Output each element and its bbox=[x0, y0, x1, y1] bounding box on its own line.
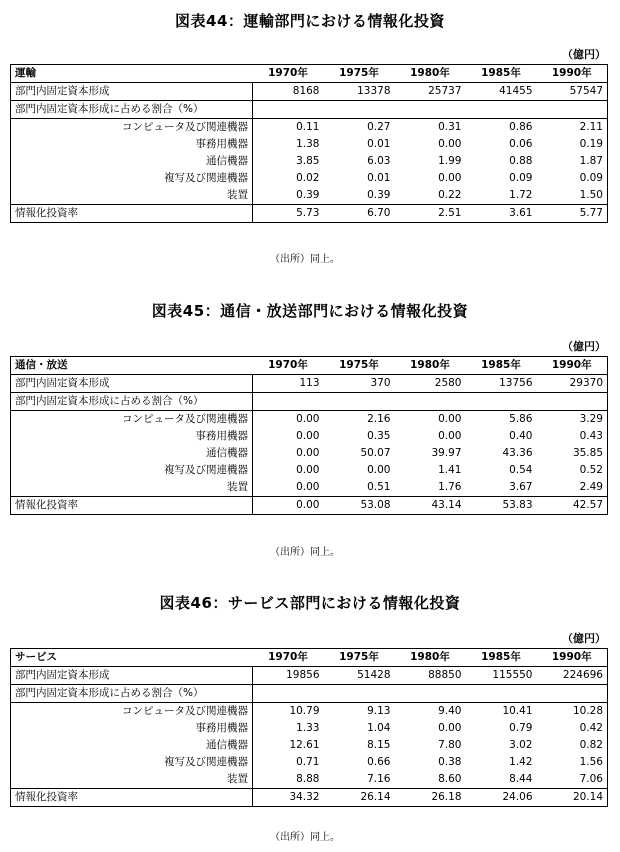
cell: 0.00 bbox=[438, 430, 462, 442]
cell: 0.79 bbox=[509, 722, 533, 734]
cell: 1.38 bbox=[296, 138, 320, 150]
gfcf-value: 19856 bbox=[253, 667, 324, 685]
cell: 0.00 bbox=[367, 464, 391, 476]
item-label: コンピュータ及び関連機器 bbox=[11, 119, 253, 137]
cell: 10.79 bbox=[289, 705, 320, 717]
cell: 0.11 bbox=[296, 121, 320, 133]
data-table bbox=[10, 648, 608, 807]
data-table bbox=[10, 356, 608, 515]
rate-row bbox=[11, 497, 608, 515]
item-label: コンピュータ及び関連機器 bbox=[11, 411, 253, 429]
cell: 1.41 bbox=[438, 464, 462, 476]
sector-label: 通信・放送 bbox=[11, 357, 253, 375]
rate-value: 53.08 bbox=[324, 497, 395, 515]
rate-value: 53.83 bbox=[466, 497, 537, 515]
year-header: 1970年 bbox=[253, 357, 324, 375]
gfcf-row bbox=[11, 667, 608, 685]
source-note: （出所）同上。 bbox=[270, 547, 340, 558]
table-row bbox=[11, 771, 608, 789]
year-header: 1985年 bbox=[466, 357, 537, 375]
item-label: 複写及び関連機器 bbox=[11, 170, 253, 187]
item-label: 通信機器 bbox=[11, 445, 253, 462]
cell: 0.43 bbox=[537, 428, 608, 445]
cell: 0.00 bbox=[296, 430, 320, 442]
table-row bbox=[11, 411, 608, 429]
rate-label: 情報化投資率 bbox=[11, 205, 253, 223]
cell: 8.60 bbox=[395, 771, 466, 789]
rate-value: 6.70 bbox=[324, 205, 395, 223]
share-header-row bbox=[11, 101, 608, 119]
cell: 0.39 bbox=[324, 187, 395, 205]
rate-value: 2.51 bbox=[395, 205, 466, 223]
year-header: 1970年 bbox=[253, 65, 324, 83]
cell: 0.09 bbox=[509, 172, 533, 184]
cell: 0.00 bbox=[253, 479, 324, 497]
table-row bbox=[11, 445, 608, 462]
cell: 0.51 bbox=[324, 479, 395, 497]
year-header: 1970年 bbox=[253, 649, 324, 667]
cell: 9.13 bbox=[367, 705, 391, 717]
cell: 7.16 bbox=[324, 771, 395, 789]
rate-value: 3.61 bbox=[466, 205, 537, 223]
cell: 8.44 bbox=[466, 771, 537, 789]
cell: 1.99 bbox=[438, 155, 462, 167]
cell: 10.28 bbox=[537, 703, 608, 721]
cell: 0.71 bbox=[296, 756, 320, 768]
cell: 0.22 bbox=[395, 187, 466, 205]
cell: 5.86 bbox=[509, 413, 533, 425]
unit-label: （億円） bbox=[562, 48, 606, 61]
header-row bbox=[11, 65, 608, 83]
cell: 0.31 bbox=[438, 121, 462, 133]
share-label: 部門内固定資本形成に占める割合（%） bbox=[11, 685, 253, 703]
cell: 0.00 bbox=[438, 413, 462, 425]
table-row bbox=[11, 479, 608, 497]
year-header: 1980年 bbox=[395, 649, 466, 667]
cell: 1.04 bbox=[367, 722, 391, 734]
cell: 0.39 bbox=[253, 187, 324, 205]
source-note: （出所）同上。 bbox=[270, 832, 340, 843]
cell: 0.66 bbox=[367, 756, 391, 768]
cell: 35.85 bbox=[537, 445, 608, 462]
unit-label: （億円） bbox=[562, 632, 606, 645]
item-label: 装置 bbox=[11, 187, 253, 205]
cell: 0.09 bbox=[537, 170, 608, 187]
table-row bbox=[11, 170, 608, 187]
share-label: 部門内固定資本形成に占める割合（%） bbox=[11, 393, 253, 411]
year-header: 1975年 bbox=[324, 65, 395, 83]
gfcf-value: 113 bbox=[253, 375, 324, 393]
rate-value: 0.00 bbox=[253, 497, 324, 515]
cell: 1.87 bbox=[537, 153, 608, 170]
gfcf-value: 13756 bbox=[466, 375, 537, 393]
gfcf-label: 部門内固定資本形成 bbox=[11, 83, 253, 101]
rate-value: 20.14 bbox=[537, 789, 608, 807]
item-label: 装置 bbox=[11, 479, 253, 497]
gfcf-value: 51428 bbox=[324, 667, 395, 685]
cell: 50.07 bbox=[360, 447, 391, 459]
gfcf-row bbox=[11, 83, 608, 101]
share-label: 部門内固定資本形成に占める割合（%） bbox=[11, 101, 253, 119]
rate-value: 5.73 bbox=[253, 205, 324, 223]
cell: 9.40 bbox=[438, 705, 462, 717]
header-row bbox=[11, 649, 608, 667]
gfcf-label: 部門内固定資本形成 bbox=[11, 375, 253, 393]
table-row bbox=[11, 136, 608, 153]
item-label: 通信機器 bbox=[11, 153, 253, 170]
source-note: （出所）同上。 bbox=[270, 254, 340, 265]
rate-value: 26.14 bbox=[324, 789, 395, 807]
year-header: 1975年 bbox=[324, 357, 395, 375]
cell: 0.00 bbox=[438, 172, 462, 184]
cell: 3.29 bbox=[537, 411, 608, 429]
share-header-row bbox=[11, 393, 608, 411]
cell: 2.49 bbox=[537, 479, 608, 497]
cell: 43.36 bbox=[502, 447, 533, 459]
cell: 0.54 bbox=[509, 464, 533, 476]
gfcf-value: 57547 bbox=[537, 83, 608, 101]
cell: 0.86 bbox=[509, 121, 533, 133]
gfcf-value: 88850 bbox=[395, 667, 466, 685]
cell: 3.85 bbox=[296, 155, 320, 167]
cell: 0.00 bbox=[438, 138, 462, 150]
table-row bbox=[11, 462, 608, 479]
rate-value: 26.18 bbox=[395, 789, 466, 807]
rate-value: 43.14 bbox=[395, 497, 466, 515]
table-row bbox=[11, 720, 608, 737]
cell: 1.56 bbox=[537, 754, 608, 771]
cell: 0.00 bbox=[296, 464, 320, 476]
gfcf-value: 13378 bbox=[324, 83, 395, 101]
rate-value: 34.32 bbox=[253, 789, 324, 807]
gfcf-value: 29370 bbox=[537, 375, 608, 393]
gfcf-row bbox=[11, 375, 608, 393]
cell: 0.01 bbox=[367, 138, 391, 150]
cell: 0.42 bbox=[537, 720, 608, 737]
cell: 0.27 bbox=[367, 121, 391, 133]
data-table bbox=[10, 64, 608, 223]
figure-title: 図表45：通信・放送部門における情報化投資 bbox=[151, 302, 469, 320]
table-row bbox=[11, 119, 608, 137]
year-header: 1980年 bbox=[395, 357, 466, 375]
cell: 8.88 bbox=[253, 771, 324, 789]
year-header: 1990年 bbox=[537, 65, 608, 83]
cell: 0.02 bbox=[296, 172, 320, 184]
rate-label: 情報化投資率 bbox=[11, 497, 253, 515]
item-label: 複写及び関連機器 bbox=[11, 754, 253, 771]
cell: 39.97 bbox=[431, 447, 462, 459]
share-header-row bbox=[11, 685, 608, 703]
gfcf-value: 224696 bbox=[537, 667, 608, 685]
cell: 6.03 bbox=[367, 155, 391, 167]
sector-label: 運輸 bbox=[11, 65, 253, 83]
table-row bbox=[11, 737, 608, 754]
rate-row bbox=[11, 789, 608, 807]
cell: 8.15 bbox=[367, 739, 391, 751]
cell: 0.38 bbox=[438, 756, 462, 768]
unit-label: （億円） bbox=[562, 340, 606, 353]
cell: 12.61 bbox=[289, 739, 320, 751]
cell: 2.11 bbox=[537, 119, 608, 137]
table-row bbox=[11, 428, 608, 445]
gfcf-label: 部門内固定資本形成 bbox=[11, 667, 253, 685]
rate-value: 5.77 bbox=[537, 205, 608, 223]
item-label: 事務用機器 bbox=[11, 136, 253, 153]
cell: 0.19 bbox=[537, 136, 608, 153]
rate-value: 42.57 bbox=[537, 497, 608, 515]
cell: 0.40 bbox=[509, 430, 533, 442]
year-header: 1980年 bbox=[395, 65, 466, 83]
year-header: 1990年 bbox=[537, 649, 608, 667]
cell: 0.52 bbox=[537, 462, 608, 479]
table-row bbox=[11, 187, 608, 205]
gfcf-value: 8168 bbox=[253, 83, 324, 101]
cell: 0.00 bbox=[438, 722, 462, 734]
item-label: 事務用機器 bbox=[11, 720, 253, 737]
table-row bbox=[11, 153, 608, 170]
cell: 1.33 bbox=[296, 722, 320, 734]
cell: 1.42 bbox=[509, 756, 533, 768]
table-row bbox=[11, 754, 608, 771]
cell: 3.02 bbox=[509, 739, 533, 751]
cell: 0.35 bbox=[367, 430, 391, 442]
item-label: 通信機器 bbox=[11, 737, 253, 754]
item-label: コンピュータ及び関連機器 bbox=[11, 703, 253, 721]
cell: 1.76 bbox=[395, 479, 466, 497]
item-label: 装置 bbox=[11, 771, 253, 789]
year-header: 1990年 bbox=[537, 357, 608, 375]
gfcf-value: 25737 bbox=[395, 83, 466, 101]
item-label: 事務用機器 bbox=[11, 428, 253, 445]
header-row bbox=[11, 357, 608, 375]
cell: 0.88 bbox=[509, 155, 533, 167]
gfcf-value: 370 bbox=[324, 375, 395, 393]
year-header: 1975年 bbox=[324, 649, 395, 667]
cell: 7.80 bbox=[438, 739, 462, 751]
year-header: 1985年 bbox=[466, 65, 537, 83]
cell: 0.00 bbox=[296, 413, 320, 425]
rate-value: 24.06 bbox=[466, 789, 537, 807]
cell: 1.72 bbox=[466, 187, 537, 205]
cell: 1.50 bbox=[537, 187, 608, 205]
cell: 0.00 bbox=[296, 447, 320, 459]
cell: 0.82 bbox=[537, 737, 608, 754]
cell: 3.67 bbox=[466, 479, 537, 497]
sector-label: サービス bbox=[11, 649, 253, 667]
rate-label: 情報化投資率 bbox=[11, 789, 253, 807]
year-header: 1985年 bbox=[466, 649, 537, 667]
figure-title: 図表44：運輸部門における情報化投資 bbox=[175, 12, 445, 30]
cell: 10.41 bbox=[502, 705, 533, 717]
cell: 0.06 bbox=[509, 138, 533, 150]
gfcf-value: 2580 bbox=[395, 375, 466, 393]
cell: 0.01 bbox=[367, 172, 391, 184]
table-row bbox=[11, 703, 608, 721]
cell: 2.16 bbox=[367, 413, 391, 425]
gfcf-value: 41455 bbox=[466, 83, 537, 101]
gfcf-value: 115550 bbox=[466, 667, 537, 685]
item-label: 複写及び関連機器 bbox=[11, 462, 253, 479]
figure-title: 図表46：サービス部門における情報化投資 bbox=[159, 594, 461, 612]
cell: 7.06 bbox=[537, 771, 608, 789]
rate-row bbox=[11, 205, 608, 223]
